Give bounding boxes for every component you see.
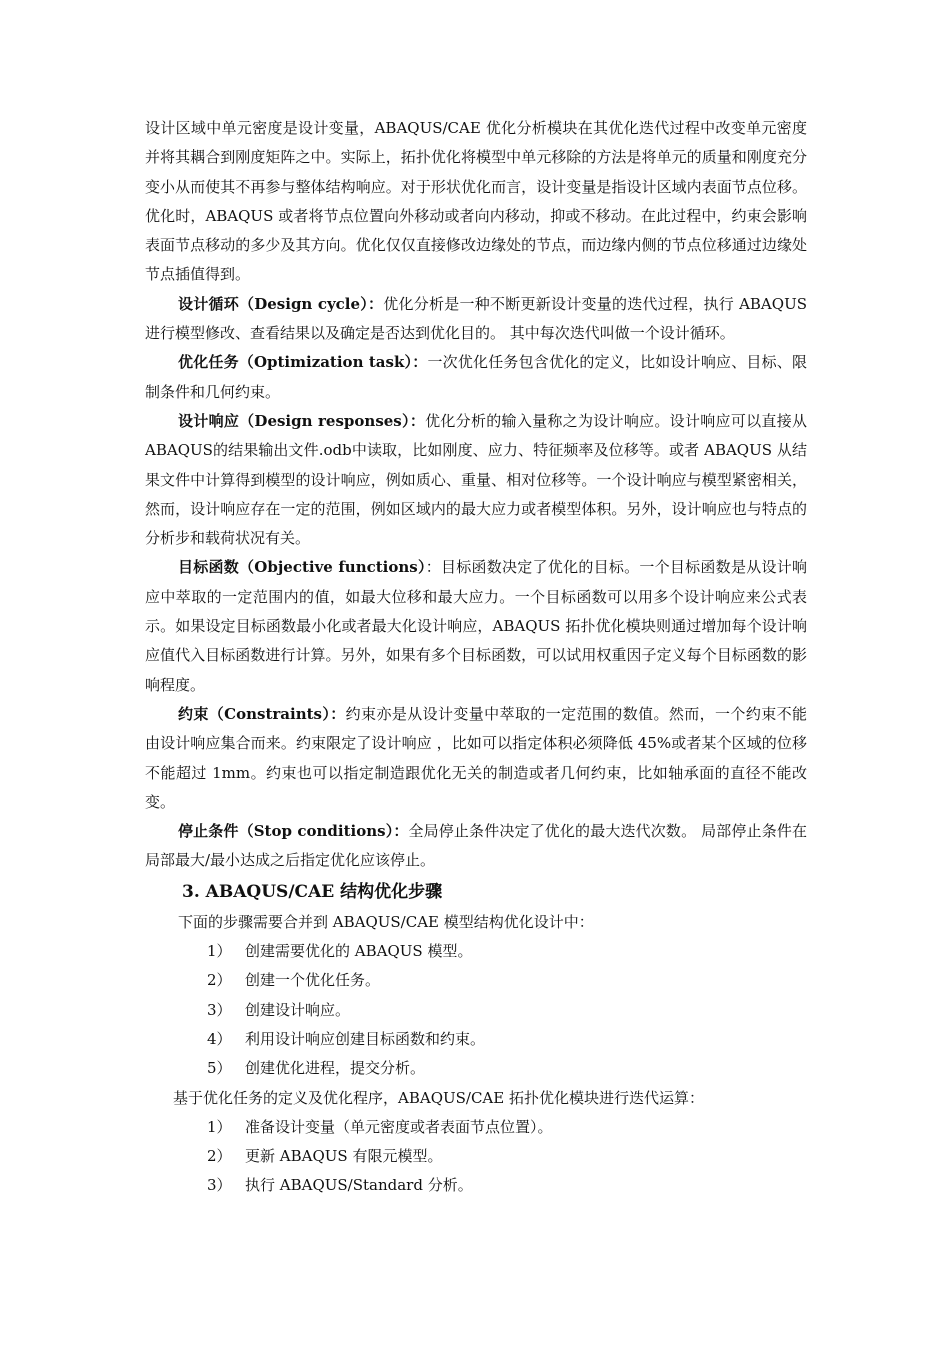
list-item-number: 1） [207, 1117, 232, 1136]
text-design-cycle: 优化分析是一种不断更新设计变量的迭代过程，执行 ABAQUS 进行模型修改、查看结果以及确定是否达到优化目的。 其中每次迭代叫做一个设计循环。 [145, 294, 807, 343]
paragraph-design-variables: 设计区域中单元密度是设计变量，ABAQUS/CAE 优化分析模块在其优化迭代过程中改变单元密度并将其耦合到刚度矩阵之中。实际上，拓扑优化将模型中单元移除的方法是将单元的质量和刚度充分变小从而使其不再参与整体结构响应。对于形状优化而言，设计变量是指设计区域内表面节点位移。优化时，ABAQUS 或者将节点位置向外移动或者向内移动，抑或不移动。在此过程中，约束会影响表面节点移动的多少及其方向。优化仅仅直接修改边缘处的节点，而边缘内侧的节点位移通过边缘处节点插值得到。 [145, 119, 807, 284]
text-constraints: 约束亦是从设计变量中萃取的一定范围的数值。然而，一个约束不能由设计响应集合而来。约束限定了设计响应 ，比如可以指定体积必须降低 45%或者某个区域的位移不能超过 1mm。约束也可以指定制造跟优化无关的制造或者几何约束，比如轴承面的直径不能改变。 [145, 704, 807, 811]
section-heading: 3. ABAQUS/CAE 结构优化步骤 [182, 881, 443, 902]
list-item-number: 2） [207, 1147, 232, 1166]
list-item-text: 创建设计响应。 [245, 1000, 351, 1019]
list-item-number: 1） [207, 942, 232, 961]
paragraph-design-responses [145, 407, 807, 553]
text-design-responses: 优化分析的输入量称之为设计响应。设计响应可以直接从ABAQUS的结果输出文件.odb中读取，比如刚度、应力、特征频率及位移等。或者 ABAQUS 从结果文件中计算得到模型的设计响应，例如质心、重量、相对位移等。一个设计响应与模型紧密相关，然而，设计响应存在一定的范围，例如区域内的最大应力或者模型体积。另外，设计响应也与特点的分析步和载荷状况有关。 [145, 411, 807, 548]
term-design-responses: 设计响应（Design responses）： [178, 411, 426, 430]
list-item-number: 4） [207, 1029, 232, 1048]
list-item-number: 5） [207, 1059, 232, 1078]
list-item [207, 1025, 807, 1054]
term-optimization-task: 优化任务（Optimization task）： [178, 353, 428, 372]
term-design-cycle: 设计循环（Design cycle）： [178, 294, 384, 313]
list-item-text: 执行 ABAQUS/Standard 分析。 [245, 1176, 473, 1195]
list-item [207, 1171, 807, 1200]
paragraph-optimization-task [145, 348, 807, 407]
term-constraints: 约束（Constraints）： [178, 704, 346, 723]
list-item [207, 937, 807, 966]
text-objective-functions: ：目标函数决定了优化的目标。一个目标函数是从设计响应中萃取的一定范围内的值，如最大位移和最大应力。一个目标函数可以用多个设计响应来公式表示。如果设定目标函数最小化或者最大化设计响应，ABAQUS 拓扑优化模块则通过增加每个设计响应值代入目标函数进行计算。另外，如果有多个目标函数，可以试用权重因子定义每个目标函数的影响程度。 [145, 558, 807, 694]
section-intro: 下面的步骤需要合并到 ABAQUS/CAE 模型结构优化设计中： [178, 912, 594, 931]
list-item-number: 2） [207, 971, 232, 990]
iteration-steps-list [145, 1113, 807, 1201]
paragraph-stop-conditions [145, 817, 807, 876]
list-item-number: 3） [207, 1176, 232, 1195]
list-item-text: 创建优化进程，提交分析。 [245, 1059, 426, 1078]
list-item-text: 更新 ABAQUS 有限元模型。 [245, 1147, 443, 1166]
list-item [207, 996, 807, 1025]
text-stop-conditions: 全局停止条件决定了优化的最大迭代次数。 局部停止条件在局部最大/最小达成之后指定优化应该停止。 [145, 822, 807, 870]
steps-list [145, 937, 807, 1083]
paragraph-objective-functions [145, 553, 807, 699]
list-item-number: 3） [207, 1000, 232, 1019]
list-item [207, 1142, 807, 1171]
list-item-text: 创建需要优化的 ABAQUS 模型。 [245, 942, 473, 961]
document-body [145, 114, 807, 1201]
term-stop-conditions: 停止条件（Stop conditions）： [178, 822, 409, 841]
list-item [207, 966, 807, 995]
list-item [207, 1113, 807, 1142]
text-optimization-task: 一次优化任务包含优化的定义，比如设计响应、目标、限制条件和几何约束。 [145, 353, 807, 401]
list-item [207, 1054, 807, 1083]
paragraph-constraints [145, 700, 807, 817]
list-item-text: 准备设计变量（单元密度或者表面节点位置）。 [245, 1117, 553, 1136]
list-item-text: 创建一个优化任务。 [245, 971, 381, 990]
paragraph-design-cycle [145, 290, 807, 349]
term-objective-functions: 目标函数（Objective functions） [178, 558, 426, 577]
section-intro-iteration: 基于优化任务的定义及优化程序，ABAQUS/CAE 拓扑优化模块进行迭代运算： [173, 1088, 704, 1107]
list-item-text: 利用设计响应创建目标函数和约束。 [245, 1029, 486, 1048]
